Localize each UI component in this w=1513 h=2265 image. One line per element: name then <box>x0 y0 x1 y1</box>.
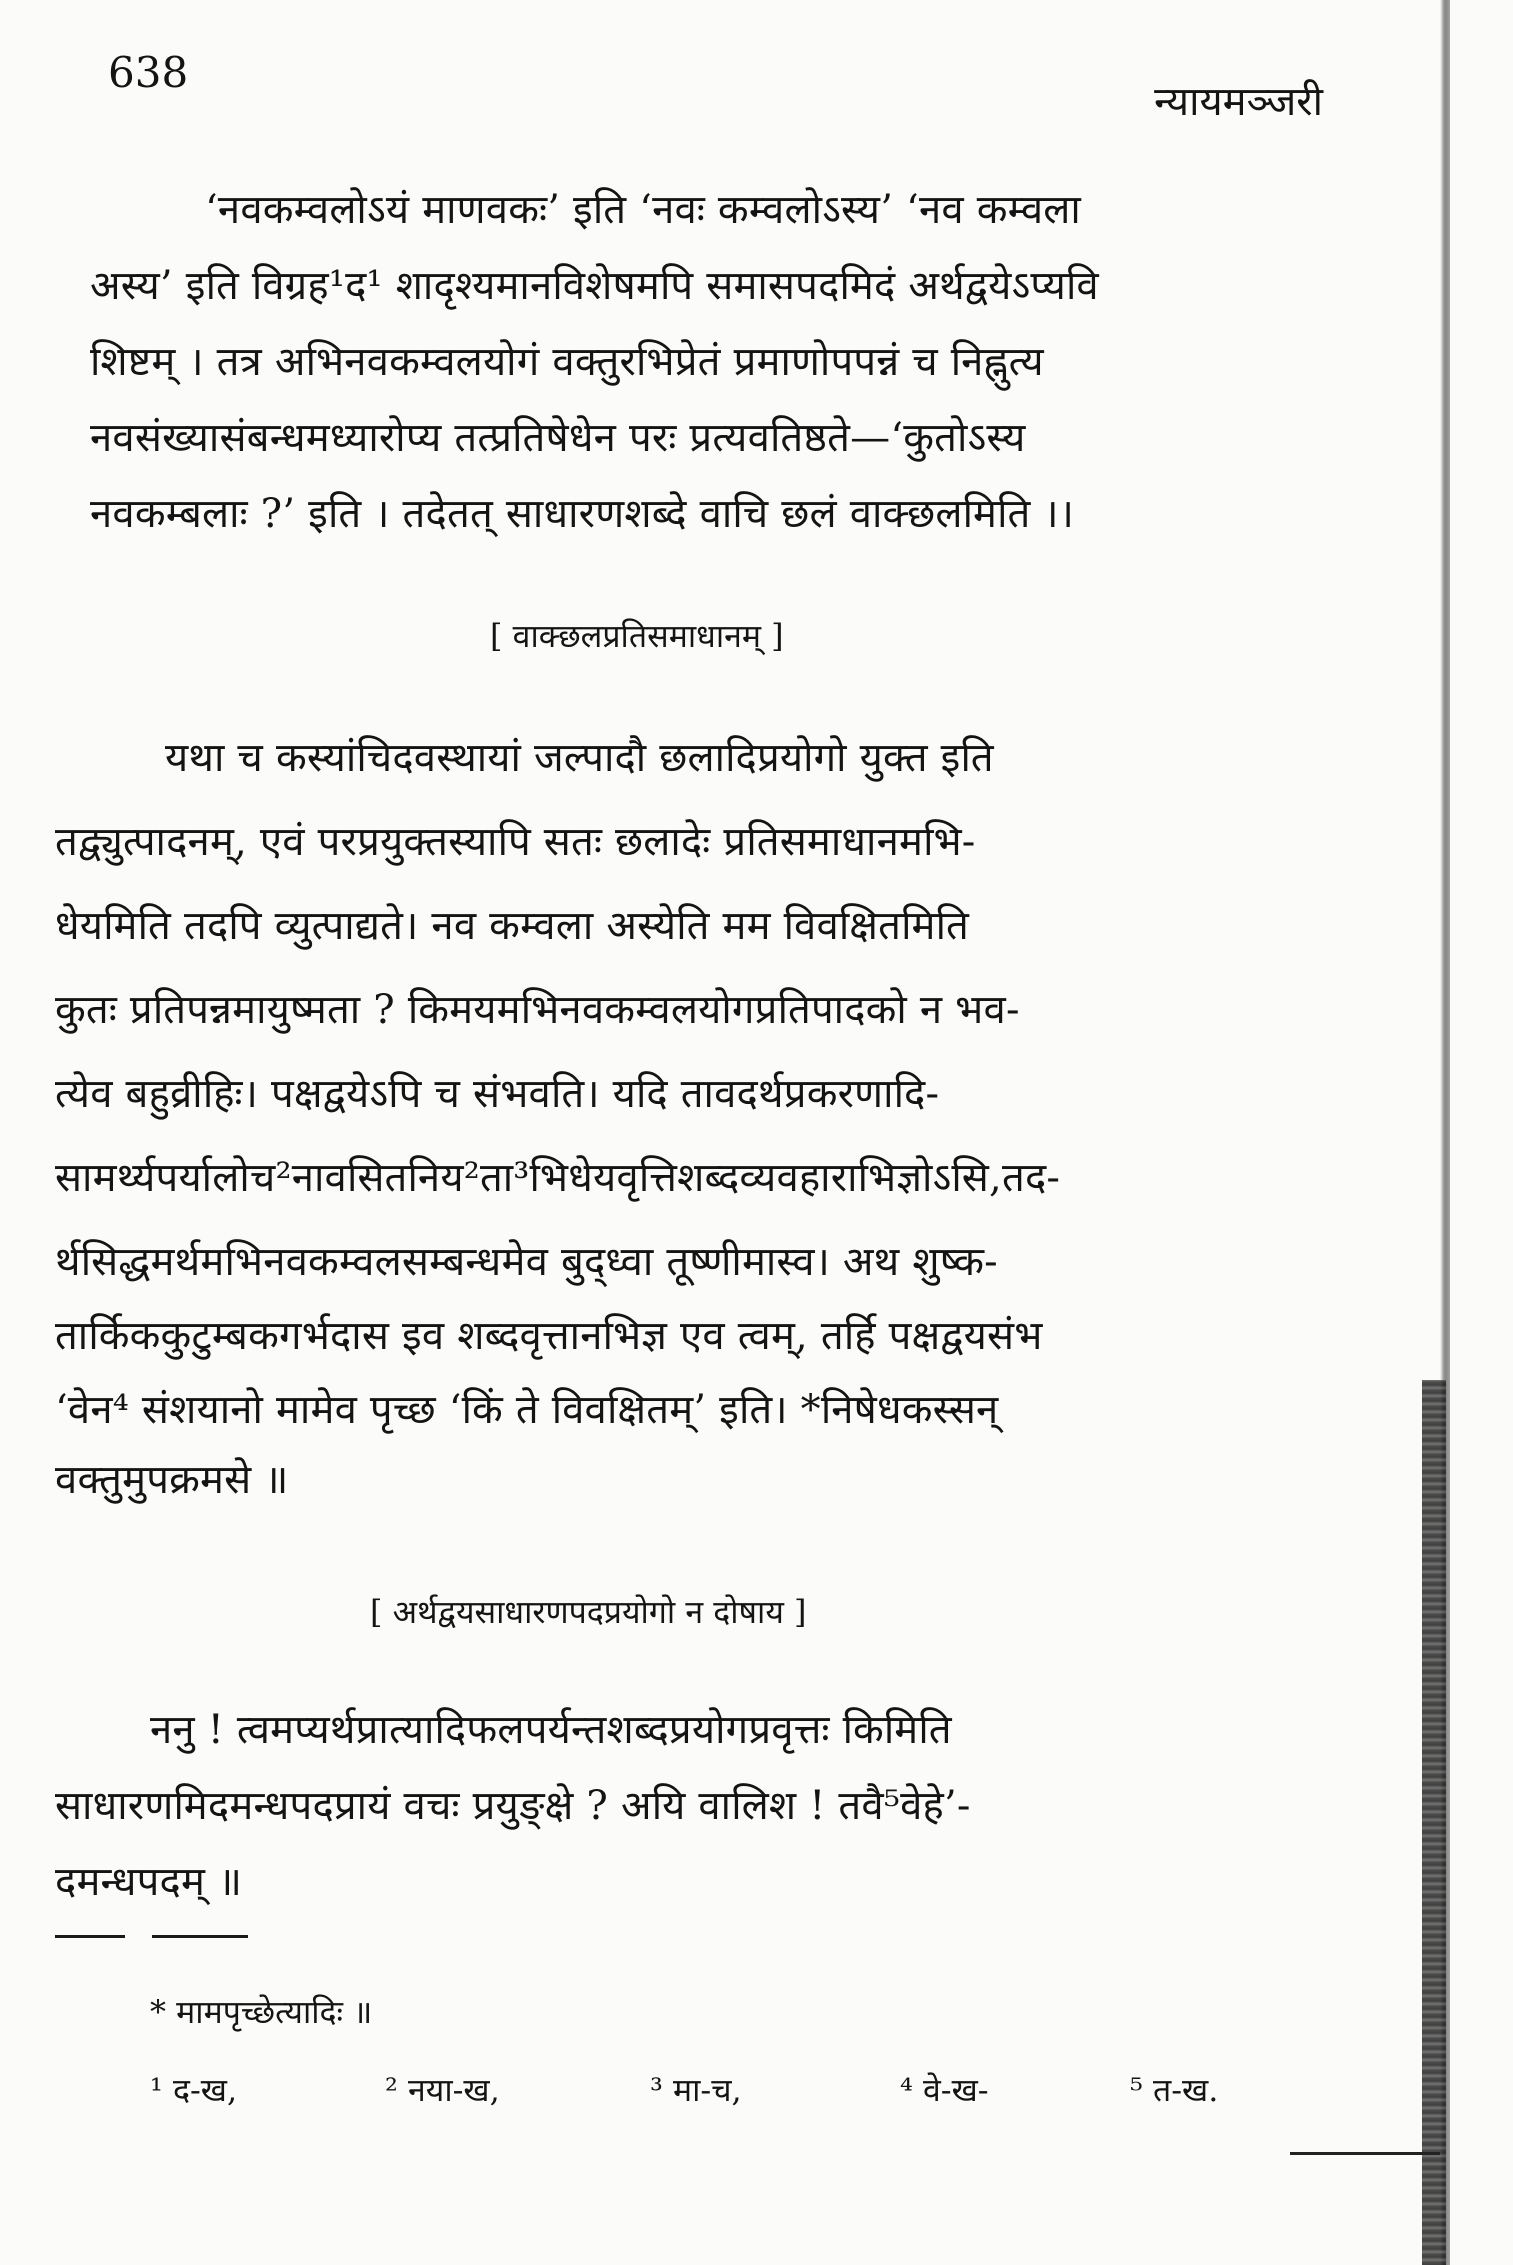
text-line: नवकम्बलाः ?’ इति । तदेतत् साधारणशब्दे वाचि छलं वाक्छलमिति ।। <box>90 491 1075 537</box>
text-line: वक्तुमुपक्रमसे ॥ <box>55 1457 289 1503</box>
text-line: नवसंख्यासंबन्धमध्यारोप्य तत्प्रतिषेधेन परः प्रत्यवतिष्ठते—‘कुतोऽस्य <box>90 415 1026 461</box>
page-number: 638 <box>108 48 189 97</box>
text-line: ‘वेन⁴ संशयानो मामेव पृच्छ ‘किं ते विवक्षितम्’ इति। *निषेधकस्सन् <box>55 1387 999 1433</box>
text-line: शिष्टम् । तत्र अभिनवकम्वलयोगं वक्तुरभिप्रेतं प्रमाणोपपन्नं च निह्नुत्य <box>90 339 1044 385</box>
text-line: कुतः प्रतिपन्नमायुष्मता ? किमयमभिनवकम्वलयोगप्रतिपादको न भव- <box>55 987 1020 1033</box>
text-line: धेयमिति तदपि व्युत्पाद्यते। नव कम्वला अस्येति मम विवक्षितमिति <box>55 903 970 949</box>
section-heading: [ वाक्छलप्रतिसमाधानम् ] <box>490 617 784 655</box>
text-line: तार्किककुटुम्बकगर्भदास इव शब्दवृत्तानभिज्ञ एव त्वम्, तर्हि पक्षद्वयसंभ <box>55 1313 1043 1359</box>
text-line: यथा च कस्यांचिदवस्थायां जल्पादौ छलादिप्रयोगो युक्त इति <box>165 735 994 781</box>
text-line: सामर्थ्यपर्यालोच²नावसितनिय²ता³भिधेयवृत्तिशब्दव्यवहाराभिज्ञोऽसि,तद- <box>55 1155 1061 1201</box>
footnote-rule <box>55 1935 125 1938</box>
text-line: साधारणमिदमन्धपदप्रायं वचः प्रयुङ्क्षे ? अयि वालिश ! तवै⁵वेहे’- <box>55 1783 971 1829</box>
text-line: अस्य’ इति विग्रह¹द¹ शादृश्यमानविशेषमपि समासपदमिदं अर्थद्वयेऽप्यवि <box>90 263 1099 309</box>
footnote-star: * मामपृच्छेत्यादिः ॥ <box>150 1993 373 2031</box>
scan-mark <box>1290 2152 1440 2155</box>
footnote-variant: ³ मा-च, <box>650 2071 742 2109</box>
footnote-rule <box>152 1935 248 1938</box>
text-line: र्थसिद्धमर्थमभिनवकम्वलसम्बन्धमेव बुद्ध्वा तूष्णीमास्व। अथ शुष्क- <box>55 1239 998 1285</box>
text-line: दमन्धपदम् ॥ <box>55 1859 243 1905</box>
text-line: तद्व्युत्पादनम्, एवं परप्रयुक्तस्यापि सतः छलादेः प्रतिसमाधानमभि- <box>55 819 976 865</box>
section-heading: [ अर्थद्वयसाधारणपदप्रयोगो न दोषाय ] <box>370 1593 807 1631</box>
page-edge-shadow <box>1422 1380 1446 2265</box>
text-line: त्येव बहुव्रीहिः। पक्षद्वयेऽपि च संभवति। यदि तावदर्थप्रकरणादि- <box>55 1071 940 1117</box>
text-line: ‘नवकम्वलोऽयं माणवकः’ इति ‘नवः कम्वलोऽस्य’ ‘नव कम्वला <box>205 187 1081 233</box>
footnote-variant: ⁵ त-ख. <box>1130 2071 1219 2109</box>
text-line: ननु ! त्वमप्यर्थप्रात्यादिफलपर्यन्तशब्दप्रयोगप्रवृत्तः किमिति <box>150 1707 952 1753</box>
footnote-variant: ⁴ वे-ख- <box>900 2071 989 2109</box>
footnote-variant: ¹ द-ख, <box>150 2071 238 2109</box>
running-title: न्यायमञ्जरी <box>1154 79 1323 125</box>
footnote-variant: ² नया-ख, <box>385 2071 500 2109</box>
